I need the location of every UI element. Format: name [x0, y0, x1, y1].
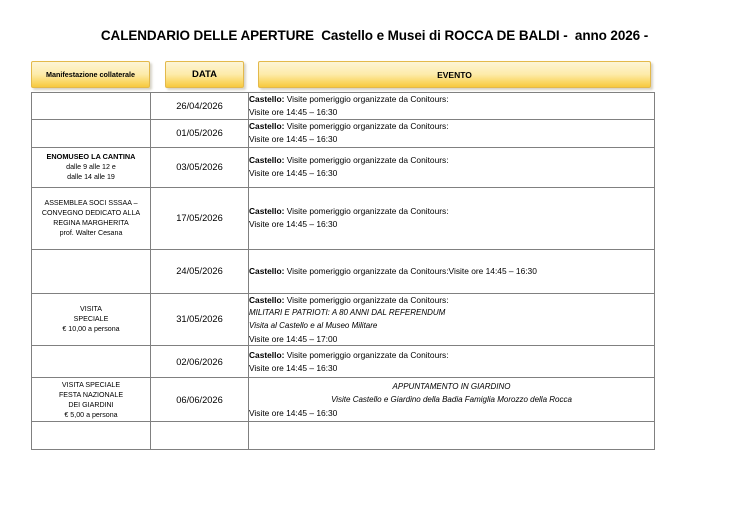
evento-line [249, 154, 654, 167]
manifestazione-line: prof. Walter Cesana [59, 229, 123, 238]
cell-evento [249, 422, 655, 450]
cell-manifestazione [32, 346, 151, 378]
header-data: DATA [165, 61, 244, 88]
cell-data: 01/05/2026 [151, 119, 249, 147]
cell-data: 17/05/2026 [151, 187, 249, 249]
evento-text: Visite ore 14:45 – 16:30 [249, 407, 338, 418]
cell-evento [249, 93, 655, 120]
evento-line [249, 265, 654, 278]
evento-line [249, 294, 654, 307]
manifestazione-line: € 10,00 a persona [62, 325, 120, 334]
evento-lead-label: Castello: [249, 155, 285, 166]
cell-evento [249, 346, 655, 378]
evento-line [249, 333, 654, 346]
manifestazione-line: ASSEMBLEA SOCI SSSAA – [44, 198, 138, 207]
cell-manifestazione [32, 147, 151, 187]
cell-manifestazione [32, 249, 151, 293]
evento-line [249, 306, 654, 319]
evento-text: Visite ore 14:45 – 16:30 [249, 106, 338, 117]
cell-data: 02/06/2026 [151, 346, 249, 378]
evento-text: Visite pomeriggio organizzate da Conitours: [284, 294, 449, 305]
evento-line [249, 407, 654, 420]
manifestazione-line: VISITA SPECIALE [61, 380, 121, 389]
evento-text: Visite ore 14:45 – 17:00 [249, 333, 338, 344]
cell-manifestazione [32, 93, 151, 120]
cell-manifestazione [32, 378, 151, 422]
cell-evento [249, 187, 655, 249]
evento-text: Visita al Castello e al Museo Militare [249, 321, 378, 331]
cell-evento [249, 119, 655, 147]
evento-line [249, 133, 654, 146]
cell-evento [249, 293, 655, 346]
evento-text: Visite pomeriggio organizzate da Conitours: [284, 94, 449, 104]
evento-line [249, 393, 654, 406]
evento-line [249, 167, 654, 180]
table-row [32, 147, 655, 187]
evento-text: MILITARI E PATRIOTI: A 80 ANNI DAL REFERENDUM [249, 308, 446, 318]
cell-data: 26/04/2026 [151, 93, 249, 120]
cell-data: 24/05/2026 [151, 249, 249, 293]
manifestazione-line: SPECIALE [73, 315, 109, 324]
evento-text: Visite pomeriggio organizzate da Conitours: [284, 206, 449, 217]
evento-line [249, 362, 654, 375]
evento-line [249, 319, 654, 332]
table-row [32, 422, 655, 450]
manifestazione-line: CONVEGNO DEDICATO ALLA [41, 208, 141, 217]
cell-data: 31/05/2026 [151, 293, 249, 346]
cell-data: 03/05/2026 [151, 147, 249, 187]
header-manifestazione-collaterale: Manifestazione collaterale [31, 61, 150, 88]
evento-text: Visite pomeriggio organizzate da Conitours: [284, 155, 449, 166]
manifestazione-line: ENOMUSEO LA CANTINA [46, 151, 136, 161]
cell-evento [249, 147, 655, 187]
cell-manifestazione [32, 422, 151, 450]
manifestazione-line: VISITA [80, 305, 102, 314]
manifestazione-line: € 5,00 a persona [64, 410, 118, 419]
table-row [32, 187, 655, 249]
table-row [32, 378, 655, 422]
evento-lead-label: Castello: [249, 294, 285, 305]
evento-text: Visite ore 14:45 – 16:30 [249, 168, 338, 179]
calendar-table-body [32, 93, 655, 450]
table-row [32, 93, 655, 120]
evento-lead-label: Castello: [249, 265, 285, 276]
manifestazione-line: REGINA MARGHERITA [53, 219, 129, 228]
table-row [32, 249, 655, 293]
evento-text: Visite ore 14:45 – 16:30 [249, 362, 338, 373]
cell-manifestazione [32, 119, 151, 147]
evento-line [249, 106, 654, 119]
evento-text: Visite ore 14:45 – 16:30 [249, 134, 338, 145]
cell-data [151, 422, 249, 450]
manifestazione-line: dalle 14 alle 19 [67, 173, 115, 182]
evento-text: Visite pomeriggio organizzate da Conitours: [284, 350, 449, 361]
evento-text: Visite pomeriggio organizzate da Conitours: [284, 121, 449, 132]
page-title: CALENDARIO DELLE APERTURE Castello e Musei di ROCCA DE BALDI - anno 2026 - [100, 28, 649, 43]
table-row [32, 346, 655, 378]
table-row [32, 119, 655, 147]
evento-line [249, 205, 654, 218]
evento-text: Visite Castello e Giardino della Badia Famiglia Morozzo della Rocca [331, 395, 572, 405]
evento-lead-label: Castello: [249, 121, 285, 132]
cell-evento [249, 378, 655, 422]
manifestazione-line: DEI GIARDINI [68, 400, 114, 409]
evento-line [249, 218, 654, 231]
table-row [32, 293, 655, 346]
evento-line [249, 120, 654, 133]
evento-text: Visite pomeriggio organizzate da Conitours:Visite ore 14:45 – 16:30 [284, 265, 537, 276]
manifestazione-line: dalle 9 alle 12 e [66, 163, 116, 172]
evento-line [249, 380, 654, 393]
evento-line [249, 93, 654, 106]
evento-line [249, 349, 654, 362]
header-evento: EVENTO [258, 61, 651, 88]
cell-manifestazione [32, 187, 151, 249]
cell-manifestazione [32, 293, 151, 346]
evento-lead-label: Castello: [249, 206, 285, 217]
calendar-table [31, 92, 655, 450]
evento-lead-label: Castello: [249, 350, 285, 361]
evento-text: Visite ore 14:45 – 16:30 [249, 219, 338, 230]
evento-text: APPUNTAMENTO IN GIARDINO [392, 382, 511, 392]
evento-lead-label: Castello: [249, 94, 285, 104]
manifestazione-line: FESTA NAZIONALE [58, 390, 124, 399]
cell-evento [249, 249, 655, 293]
cell-data: 06/06/2026 [151, 378, 249, 422]
